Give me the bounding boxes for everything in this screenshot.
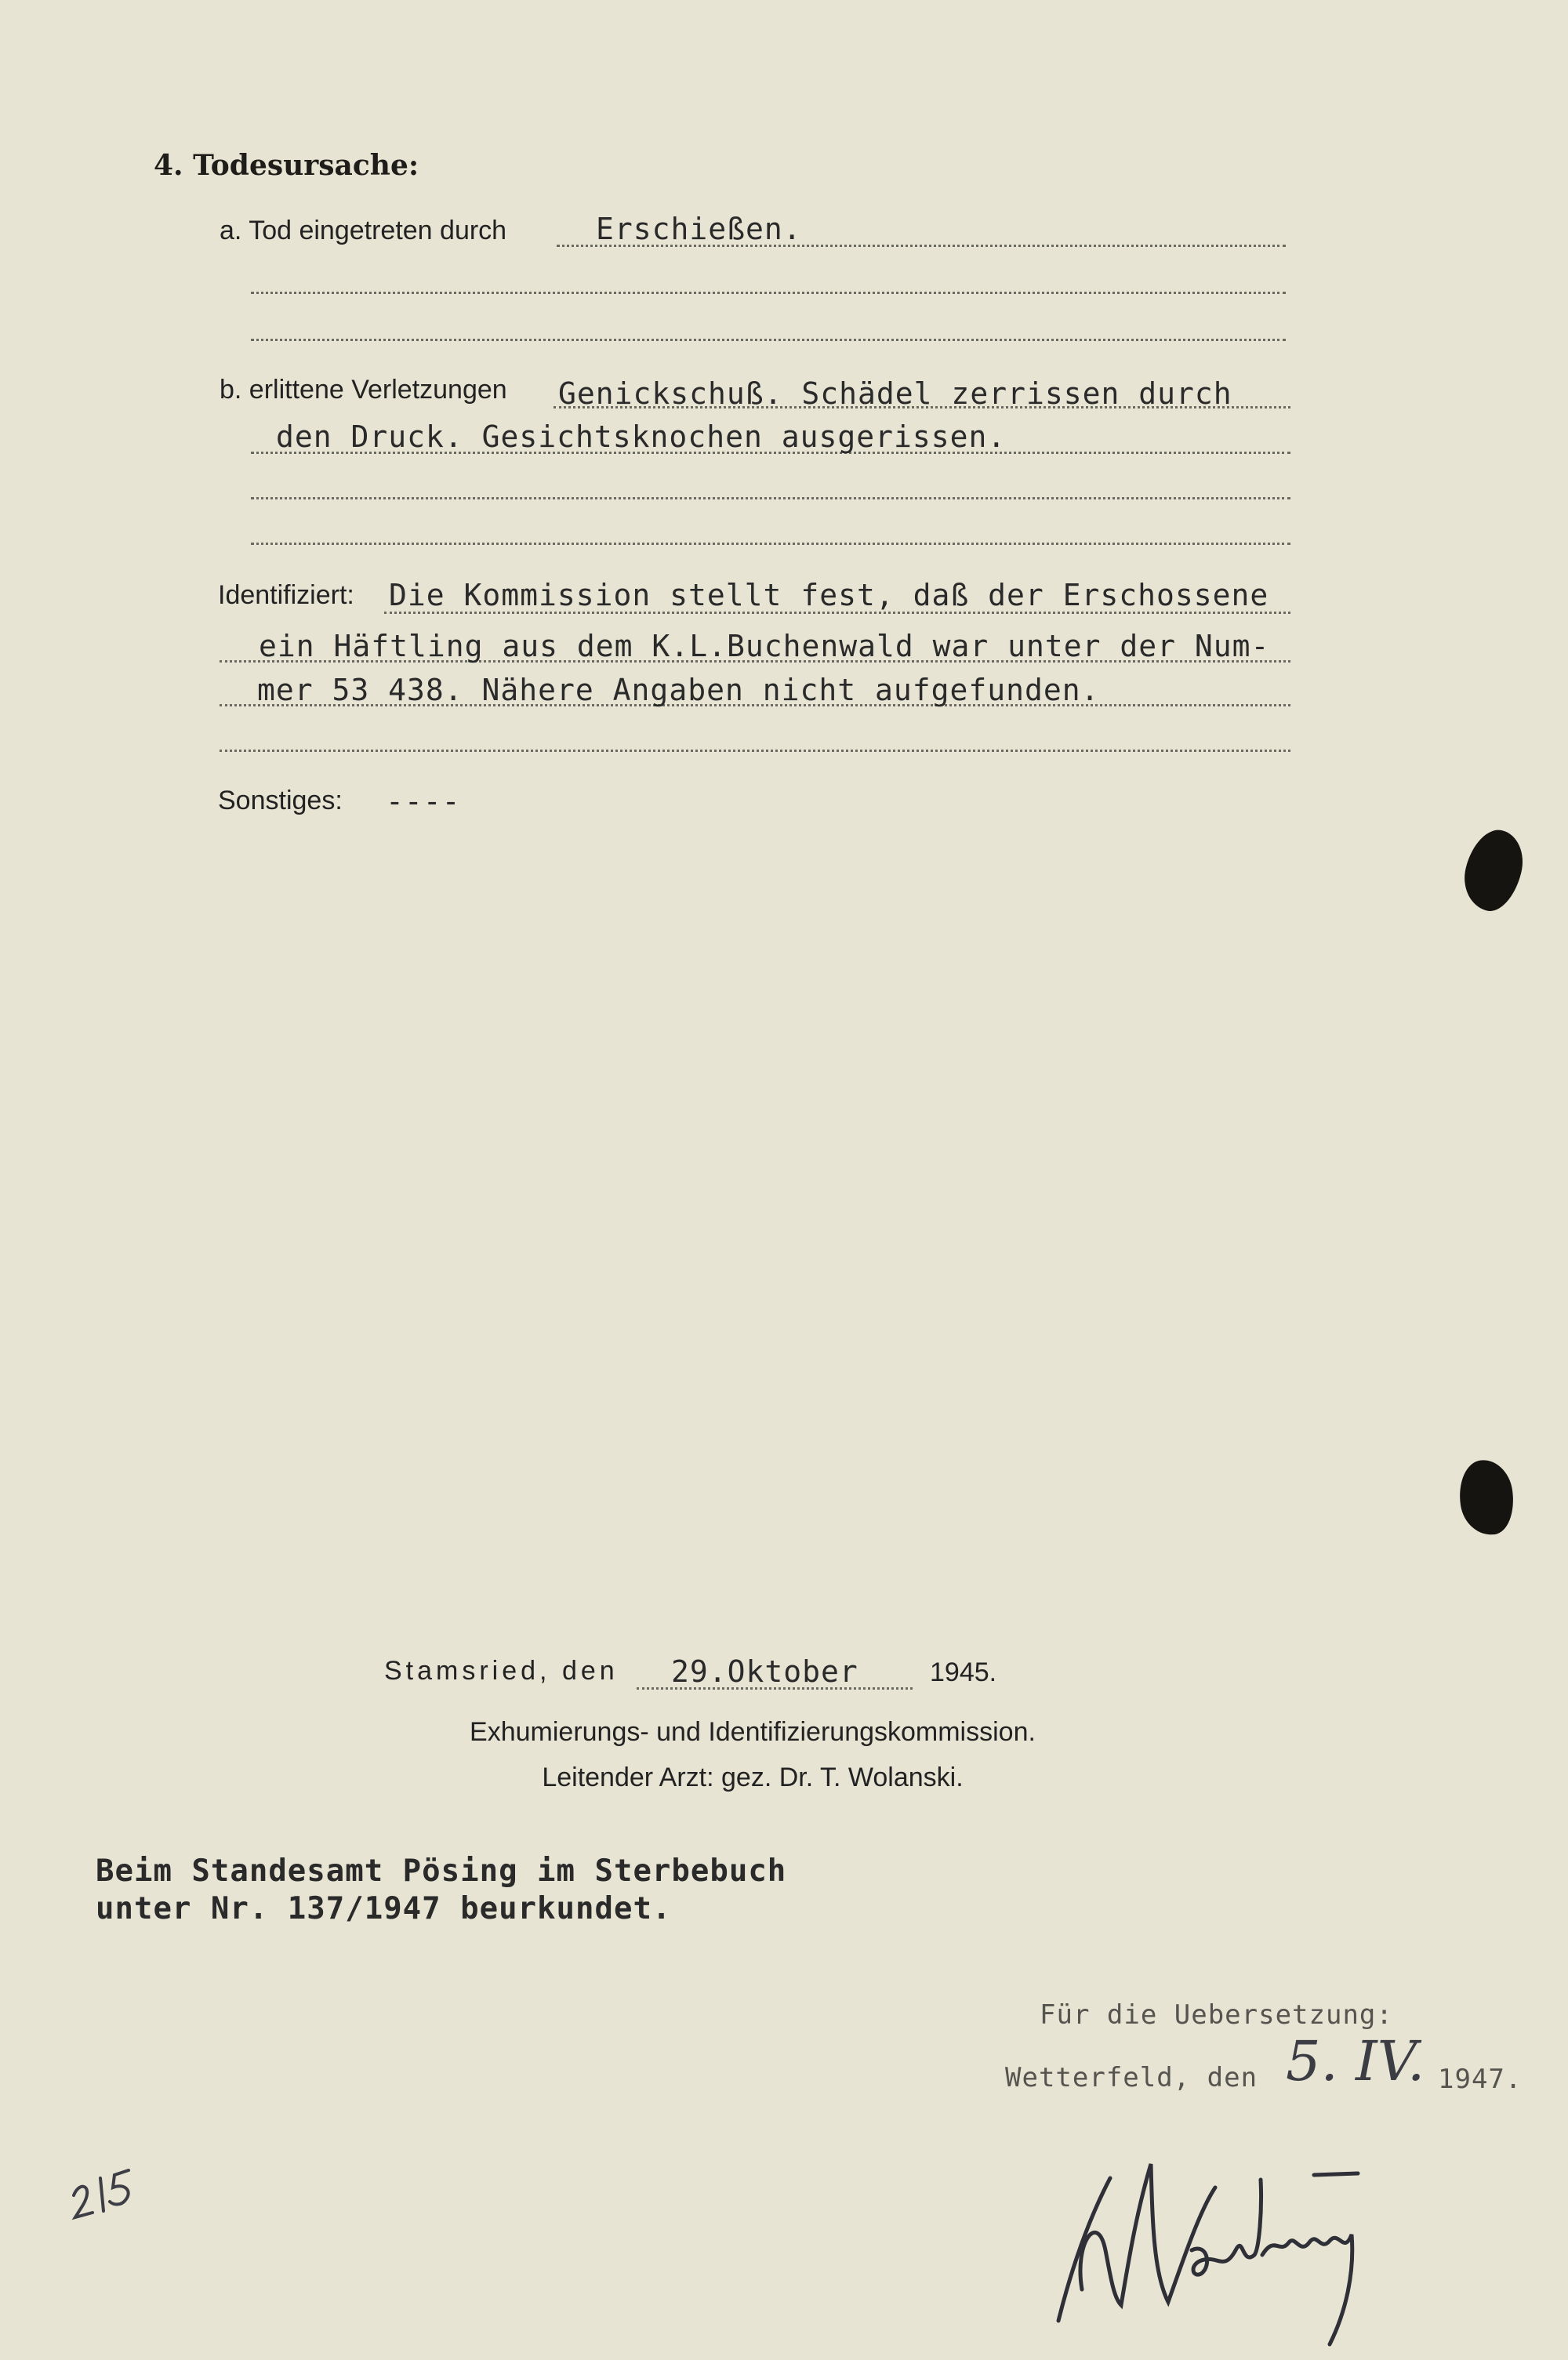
registry-line-2: unter Nr. 137/1947 beurkundet. bbox=[96, 1891, 672, 1926]
dotted-line bbox=[251, 497, 1290, 499]
section-heading: 4. Todesursache: bbox=[154, 149, 419, 182]
identified-line-2: ein Häftling aus dem K.L.Buchenwald war unter der Num- bbox=[259, 629, 1270, 663]
place-label: Stamsried, den bbox=[384, 1656, 619, 1686]
signature bbox=[1051, 2117, 1388, 2352]
injuries-line-1: Genickschuß. Schädel zerrissen durch bbox=[558, 376, 1232, 411]
identified-line-3: mer 53 438. Nähere Angaben nicht aufgefunden. bbox=[257, 673, 1100, 707]
translation-year: 1947. bbox=[1438, 2064, 1523, 2095]
injuries-label: b. erlittene Verletzungen bbox=[220, 375, 507, 405]
other-label: Sonstiges: bbox=[218, 786, 343, 815]
leading-doctor: Leitender Arzt: gez. Dr. T. Wolanski. bbox=[542, 1763, 964, 1792]
commission-name: Exhumierungs- und Identifizierungskommission. bbox=[470, 1717, 1036, 1747]
injuries-line-2: den Druck. Gesichtsknochen ausgerissen. bbox=[276, 419, 1007, 454]
registry-line-1: Beim Standesamt Pösing im Sterbebuch bbox=[96, 1854, 787, 1889]
ink-stain bbox=[1455, 1457, 1519, 1539]
translation-place: Wetterfeld, den bbox=[1005, 2062, 1258, 2093]
translation-line-1: Für die Uebersetzung: bbox=[1040, 1999, 1393, 2031]
identified-label: Identifiziert: bbox=[218, 580, 354, 610]
date-value: 29.Oktober bbox=[671, 1654, 858, 1689]
other-value: ---- bbox=[386, 784, 461, 819]
translation-date: 5. IV. bbox=[1286, 2029, 1425, 2093]
year: 1945. bbox=[930, 1657, 997, 1687]
dotted-line bbox=[251, 292, 1286, 294]
ink-stain bbox=[1457, 824, 1530, 917]
identified-line-1: Die Kommission stellt fest, daß der Erschossene bbox=[389, 578, 1269, 612]
cause-label: a. Tod eingetreten durch bbox=[220, 216, 507, 245]
cause-value: Erschießen. bbox=[596, 212, 802, 246]
dotted-line bbox=[220, 750, 1290, 752]
dotted-line bbox=[251, 543, 1290, 545]
dotted-line bbox=[251, 339, 1286, 341]
margin-number-handwriting bbox=[63, 2164, 149, 2250]
